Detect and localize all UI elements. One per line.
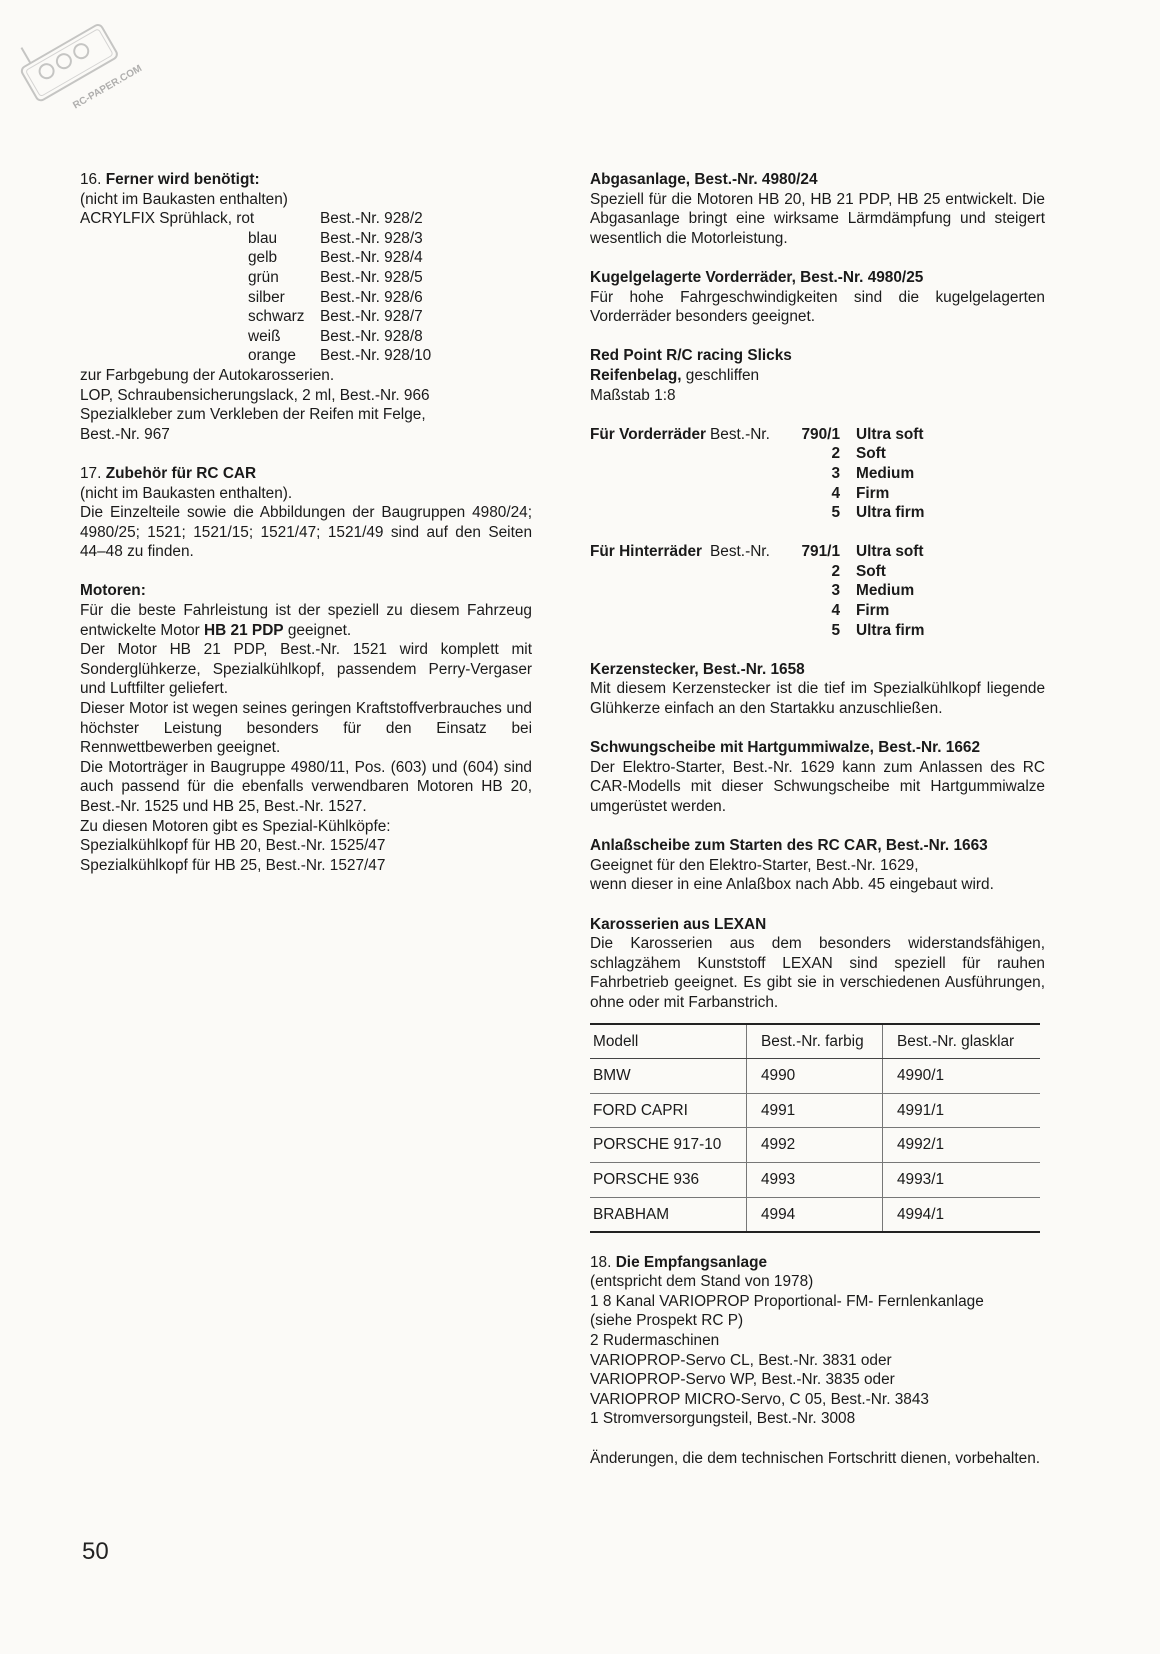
table-cell: 4992/1 xyxy=(883,1128,1041,1163)
tire-number: 4 xyxy=(831,484,840,502)
table-row xyxy=(590,1162,1040,1197)
table-cell: BRABHAM xyxy=(590,1197,747,1232)
tire-row xyxy=(590,464,1045,484)
tire-row xyxy=(590,562,1045,582)
tire-position-label: Für Vorderräder xyxy=(590,425,707,443)
motors-paragraph: Spezialkühlkopf für HB 25, Best.-Nr. 1527/47 xyxy=(80,856,386,874)
best-nr-label xyxy=(710,503,786,523)
tire-number: 5 xyxy=(831,504,840,522)
column-header: Best.-Nr. farbig xyxy=(747,1024,883,1059)
tire-row xyxy=(590,444,1045,464)
table-cell: 4994 xyxy=(747,1197,883,1232)
tire-compound: Ultra soft xyxy=(856,543,924,561)
color-row xyxy=(80,268,532,288)
section-18-heading: 18. Die Empfangsanlage xyxy=(590,1253,768,1271)
table-cell: 4993/1 xyxy=(883,1162,1041,1197)
tire-position-label xyxy=(590,601,710,621)
tire-position-label xyxy=(590,562,710,582)
tire-position-label xyxy=(590,581,710,601)
tire-compound: Ultra firm xyxy=(856,504,925,522)
order-number: Best.-Nr. 928/5 xyxy=(320,268,423,286)
column-header: Best.-Nr. glasklar xyxy=(883,1024,1041,1059)
color-name: grün xyxy=(248,268,279,286)
section-16-note: (nicht im Baukasten enthalten) xyxy=(80,190,288,208)
tire-compound: Firm xyxy=(856,602,890,620)
color-row xyxy=(80,307,532,327)
page-number: 50 xyxy=(82,1538,109,1565)
order-number: Best.-Nr. 928/7 xyxy=(320,308,423,326)
logo-text: RC-PAPER.COM xyxy=(71,63,144,112)
order-number: Best.-Nr. 928/10 xyxy=(320,347,432,365)
section-17-heading: 17. Zubehör für RC CAR xyxy=(80,464,257,482)
tire-compound: Soft xyxy=(856,562,886,580)
color-name: schwarz xyxy=(248,308,305,326)
color-name: weiß xyxy=(248,327,281,345)
table-header-row xyxy=(590,1024,1040,1059)
rear-tire-list xyxy=(590,542,1045,640)
receiver-line: (entspricht dem Stand von 1978) xyxy=(590,1273,814,1291)
motors-paragraph: Die Motorträger in Baugruppe 4980/11, Pos. (603) und (604) sind auch passend für die ebenfalls verwendbaren Motoren HB 20, Best.-Nr. 1525 und HB 25, Best.-Nr. 1527. xyxy=(80,758,532,815)
bodies-text: Die Karosserien aus dem besonders widerstandsfähigen, schlagzähem Kunststoff LEXAN sind speziell für rauhen Fahrbetrieb geeignet. Es gibt sie in verschiedenen Ausführungen, ohne oder mit Farbanstrich. xyxy=(590,935,1045,1011)
plug-text: Mit diesem Kerzenstecker ist die tief im Spezialkühlkopf liegende Glühkerze einfach an den Startakku anzuschließen. xyxy=(590,680,1045,718)
slicks-scale: Maßstab 1:8 xyxy=(590,386,676,404)
tire-compound: Soft xyxy=(856,445,886,463)
body-models-table xyxy=(590,1023,1040,1234)
section-17-note: (nicht im Baukasten enthalten). xyxy=(80,484,293,502)
section-16-line: Best.-Nr. 967 xyxy=(80,425,170,443)
color-row xyxy=(80,288,532,308)
best-nr-label xyxy=(710,444,786,464)
motors-paragraph: Der Motor HB 21 PDP, Best.-Nr. 1521 wird komplett mit Sonderglühkerze, Spezialkühlkopf, passendem Perry-Vergaser und Luftfilter geliefert. xyxy=(80,641,532,698)
front-wheels-heading: Kugelgelagerte Vorderräder, Best.-Nr. 4980/25 xyxy=(590,268,924,286)
best-nr-label xyxy=(710,601,786,621)
motors-paragraph: Für die beste Fahrleistung ist der speziell zu diesem Fahrzeug entwickelte Motor HB 21 PDP geeignet. xyxy=(80,602,532,639)
section-16-line: LOP, Schraubensicherungslack, 2 ml, Best.-Nr. 966 xyxy=(80,386,430,404)
rc-paper-logo xyxy=(14,14,144,114)
color-name: blau xyxy=(248,229,278,247)
flywheel-text: Der Elektro-Starter, Best.-Nr. 1629 kann zum Anlassen des RC CAR-Modells mit dieser Schwungscheibe mit Hartgummiwalze umgerüstet werden. xyxy=(590,758,1045,815)
table-cell: BMW xyxy=(590,1059,747,1094)
receiver-line: 1 8 Kanal VARIOPROP Proportional- FM- Fernlenkanlage xyxy=(590,1292,984,1310)
table-cell: PORSCHE 917-10 xyxy=(590,1128,747,1163)
tire-number: 3 xyxy=(831,582,840,600)
receiver-line: 2 Rudermaschinen xyxy=(590,1332,720,1350)
tire-row xyxy=(590,484,1045,504)
receiver-line: VARIOPROP-Servo WP, Best.-Nr. 3835 oder xyxy=(590,1371,895,1389)
color-name: silber xyxy=(248,288,285,306)
tire-position-label xyxy=(590,621,710,641)
tire-number: 2 xyxy=(831,562,840,580)
tire-number: 5 xyxy=(831,621,840,639)
order-number: Best.-Nr. 928/2 xyxy=(320,210,423,228)
slicks-subtitle: Reifenbelag, geschliffen xyxy=(590,366,760,384)
tire-number: 3 xyxy=(831,464,840,482)
table-cell: 4993 xyxy=(747,1162,883,1197)
order-number: Best.-Nr. 928/6 xyxy=(320,288,423,306)
tire-position-label xyxy=(590,484,710,504)
table-cell: 4994/1 xyxy=(883,1197,1041,1232)
receiver-line: VARIOPROP MICRO-Servo, C 05, Best.-Nr. 3843 xyxy=(590,1390,929,1408)
order-number: Best.-Nr. 928/4 xyxy=(320,249,423,267)
tire-compound: Firm xyxy=(856,484,890,502)
color-name: gelb xyxy=(248,249,278,267)
motors-paragraph: Dieser Motor ist wegen seines geringen Kraftstoffverbrauches und höchster Leistung besonders für den Einsatz bei Rennwettbewerben geeignet. xyxy=(80,700,532,757)
table-row xyxy=(590,1128,1040,1163)
bodies-heading: Karosserien aus LEXAN xyxy=(590,915,767,933)
tire-compound: Medium xyxy=(856,464,915,482)
slicks-heading: Red Point R/C racing Slicks xyxy=(590,347,792,365)
tire-number: 4 xyxy=(831,602,840,620)
front-wheels-text: Für hohe Fahrgeschwindigkeiten sind die kugelgelagerten Vorderräder besonders geeignet. xyxy=(590,288,1045,326)
receiver-line: (siehe Prospekt RC P) xyxy=(590,1312,744,1330)
receiver-line: VARIOPROP-Servo CL, Best.-Nr. 3831 oder xyxy=(590,1351,892,1369)
tire-number: 2 xyxy=(831,445,840,463)
starter-disc-heading: Anlaßscheibe zum Starten des RC CAR, Best.-Nr. 1663 xyxy=(590,837,988,855)
best-nr-label xyxy=(710,621,786,641)
tire-row xyxy=(590,621,1045,641)
color-name: ACRYLFIX Sprühlack, rot xyxy=(80,210,255,228)
color-row xyxy=(80,229,532,249)
motors-paragraph: Zu diesen Motoren gibt es Spezial-Kühlköpfe: xyxy=(80,817,391,835)
tire-row xyxy=(590,542,1045,562)
tire-row xyxy=(590,425,1045,445)
table-cell: 4991 xyxy=(747,1093,883,1128)
exhaust-heading: Abgasanlage, Best.-Nr. 4980/24 xyxy=(590,171,818,188)
right-column xyxy=(590,170,1045,1468)
motors-heading: Motoren: xyxy=(80,582,146,600)
best-nr-label xyxy=(710,562,786,582)
tire-compound: Ultra soft xyxy=(856,425,924,443)
tire-number: 790/1 xyxy=(801,425,840,443)
color-list xyxy=(80,209,532,366)
starter-disc-text: wenn dieser in eine Anlaßbox nach Abb. 45 eingebaut wird. xyxy=(590,876,994,894)
table-cell: FORD CAPRI xyxy=(590,1093,747,1128)
table-row xyxy=(590,1059,1040,1094)
tire-compound: Medium xyxy=(856,582,915,600)
section-16-line: Spezialkleber zum Verkleben der Reifen mit Felge, xyxy=(80,406,426,424)
plug-heading: Kerzenstecker, Best.-Nr. 1658 xyxy=(590,660,805,678)
tire-number: 791/1 xyxy=(801,543,840,561)
section-16-heading: 16. Ferner wird benötigt: xyxy=(80,171,260,188)
color-row xyxy=(80,346,532,366)
color-name: orange xyxy=(248,347,296,365)
table-cell: 4991/1 xyxy=(883,1093,1041,1128)
table-cell: 4990 xyxy=(747,1059,883,1094)
color-row xyxy=(80,248,532,268)
starter-disc-text: Geeignet für den Elektro-Starter, Best.-Nr. 1629, xyxy=(590,856,919,874)
exhaust-text: Speziell für die Motoren HB 20, HB 21 PDP, HB 25 entwickelt. Die Abgasanlage bringt eine wirksame Lärmdämpfung und steigert wesentlich die Motorleistung. xyxy=(590,190,1045,247)
tire-row xyxy=(590,601,1045,621)
section-16-line: zur Farbgebung der Autokarosserien. xyxy=(80,366,335,384)
table-row xyxy=(590,1197,1040,1232)
order-number: Best.-Nr. 928/8 xyxy=(320,327,423,345)
table-cell: 4990/1 xyxy=(883,1059,1041,1094)
front-tire-list xyxy=(590,425,1045,523)
table-row xyxy=(590,1093,1040,1128)
best-nr-label xyxy=(710,464,786,484)
column-header: Modell xyxy=(590,1024,747,1059)
table-cell: 4992 xyxy=(747,1128,883,1163)
tire-position-label: Für Hinterräder xyxy=(590,543,703,561)
tire-row xyxy=(590,581,1045,601)
best-nr-label: Best.-Nr. xyxy=(710,425,770,443)
tire-position-label xyxy=(590,464,710,484)
best-nr-label xyxy=(710,581,786,601)
left-column xyxy=(80,170,532,875)
best-nr-label: Best.-Nr. xyxy=(710,543,770,561)
best-nr-label xyxy=(710,484,786,504)
color-row xyxy=(80,209,532,229)
color-row xyxy=(80,327,532,347)
footer-note: Änderungen, die dem technischen Fortschritt dienen, vorbehalten. xyxy=(590,1449,1041,1467)
tire-compound: Ultra firm xyxy=(856,621,925,639)
order-number: Best.-Nr. 928/3 xyxy=(320,229,423,247)
motors-paragraph: Spezialkühlkopf für HB 20, Best.-Nr. 1525/47 xyxy=(80,837,386,855)
table-cell: PORSCHE 936 xyxy=(590,1162,747,1197)
flywheel-heading: Schwungscheibe mit Hartgummiwalze, Best.-Nr. 1662 xyxy=(590,739,981,757)
tire-position-label xyxy=(590,503,710,523)
section-17-text: Die Einzelteile sowie die Abbildungen der Baugruppen 4980/24; 4980/25; 1521; 1521/15; 1521/47; 1521/49 sind auf den Seiten 44–48 zu finden. xyxy=(80,504,532,561)
receiver-line: 1 Stromversorgungsteil, Best.-Nr. 3008 xyxy=(590,1410,856,1428)
tire-row xyxy=(590,503,1045,523)
tire-position-label xyxy=(590,444,710,464)
receiver-list xyxy=(590,1272,1045,1429)
